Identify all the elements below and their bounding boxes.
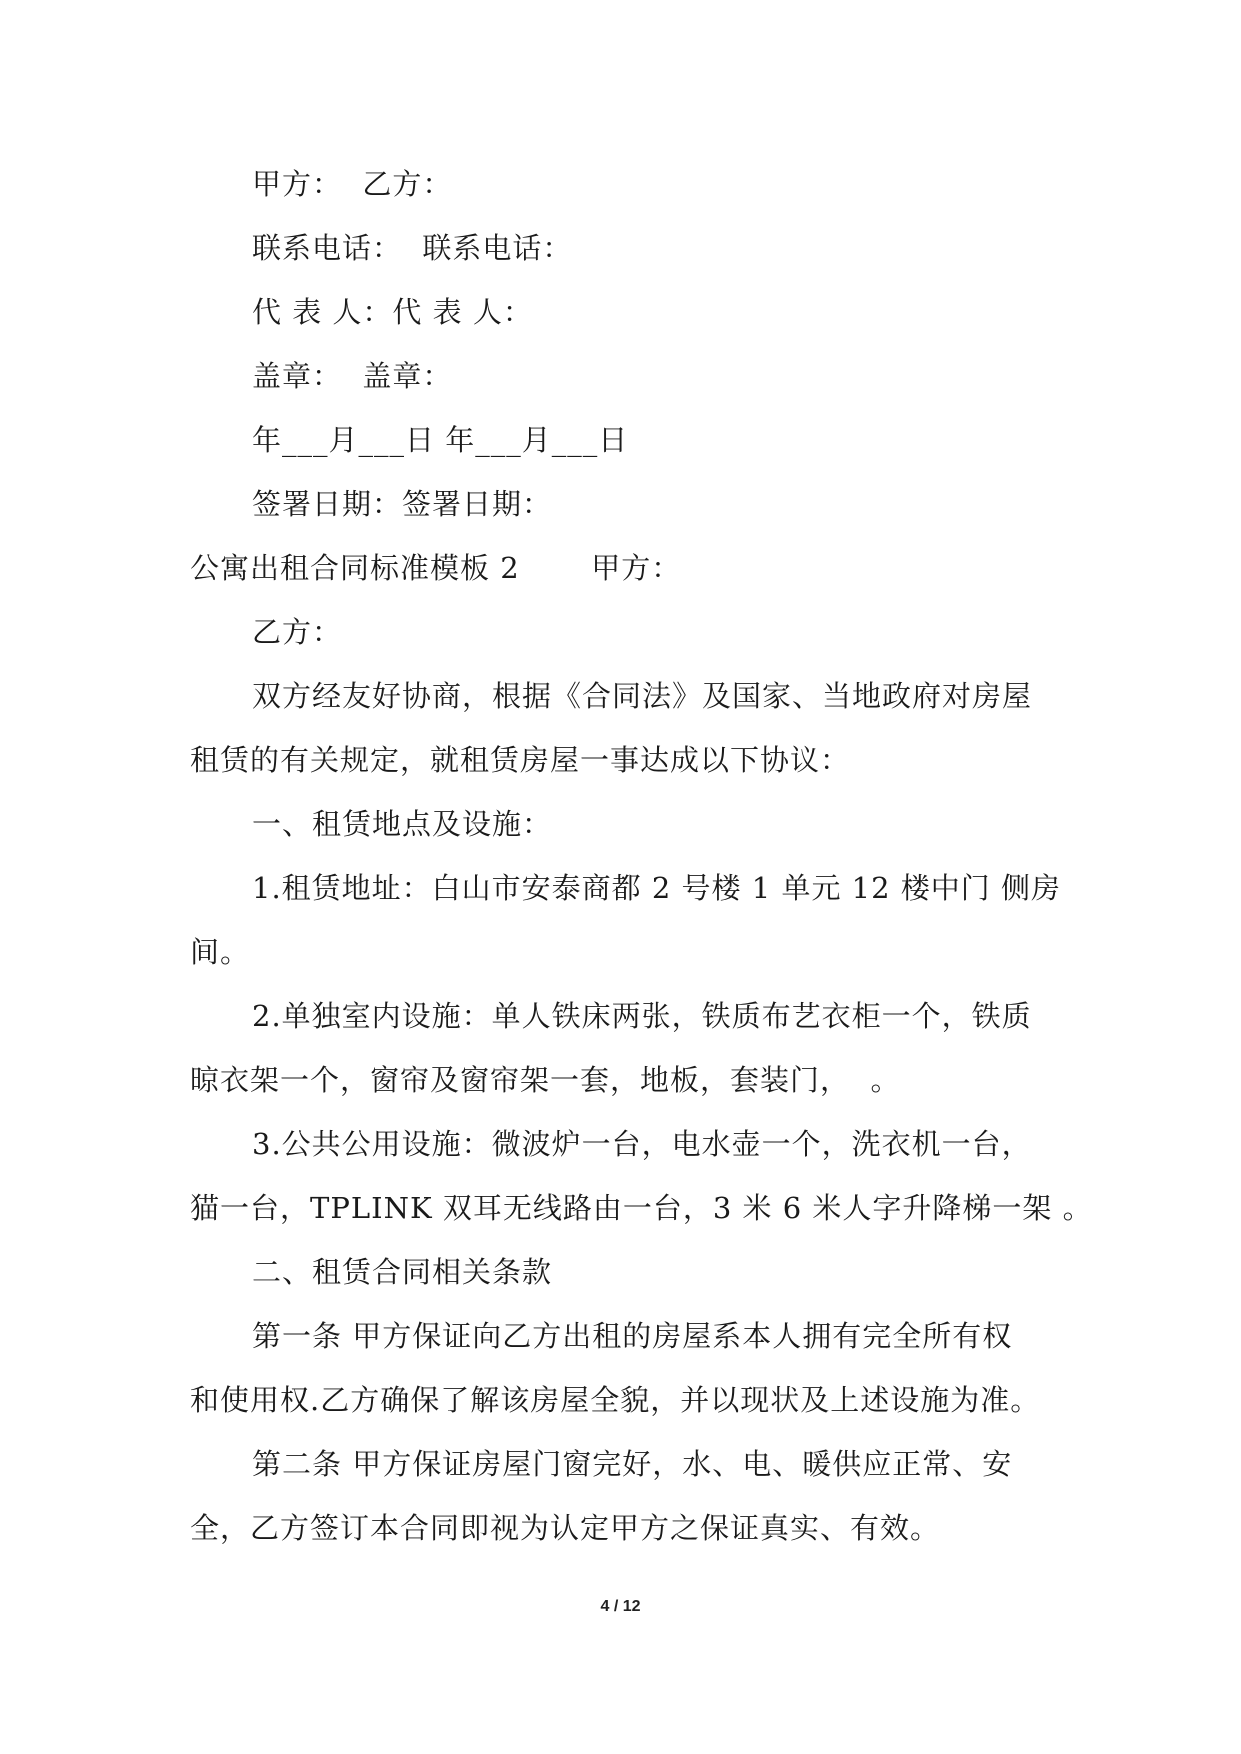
paragraph-intro-1: 双方经友好协商，根据《合同法》及国家、当地政府对房屋 bbox=[252, 679, 1033, 713]
item-1-line-1: 1.租赁地址：白山市安泰商都 2 号楼 1 单元 12 楼中门 侧房 bbox=[252, 871, 1062, 905]
date-line: 年___月___日 年___月___日 bbox=[252, 423, 629, 457]
article-2-line-2: 全，乙方签订本合同即视为认定甲方之保证真实、有效。 bbox=[190, 1511, 941, 1545]
section-heading-2: 二、租赁合同相关条款 bbox=[252, 1255, 553, 1289]
party-b-line: 乙方： bbox=[252, 615, 343, 649]
signing-date-line: 签署日期：签署日期： bbox=[252, 487, 553, 521]
article-1-line-2: 和使用权.乙方确保了解该房屋全貌，并以现状及上述设施为准。 bbox=[190, 1383, 1041, 1417]
seal-line: 盖章： 盖章： bbox=[252, 359, 453, 393]
paragraph-intro-2: 租赁的有关规定，就租赁房屋一事达成以下协议： bbox=[190, 743, 851, 777]
item-2-line-2: 晾衣架一个，窗帘及窗帘架一套，地板，套装门， 。 bbox=[190, 1063, 901, 1097]
item-1-line-2: 间。 bbox=[190, 935, 251, 969]
page-number: 4 / 12 bbox=[600, 1598, 641, 1615]
article-1-line-1: 第一条 甲方保证向乙方出租的房屋系本人拥有完全所有权 bbox=[252, 1319, 1013, 1353]
signature-parties-line: 甲方： 乙方： bbox=[252, 167, 453, 201]
item-2-line-1: 2.单独室内设施：单人铁床两张，铁质布艺衣柜一个，铁质 bbox=[252, 999, 1032, 1033]
item-3-line-2: 猫一台，TPLINK 双耳无线路由一台，3 米 6 米人字升降梯一架 。 bbox=[190, 1191, 1093, 1225]
contact-phone-line: 联系电话： 联系电话： bbox=[252, 231, 573, 265]
article-2-line-1: 第二条 甲方保证房屋门窗完好，水、电、暖供应正常、安 bbox=[252, 1447, 1013, 1481]
representative-line: 代 表 人：代 表 人： bbox=[252, 295, 533, 329]
template-heading-line: 公寓出租合同标准模板 2 甲方： bbox=[190, 551, 682, 585]
item-3-line-1: 3.公共公用设施：微波炉一台，电水壶一个，洗衣机一台， bbox=[252, 1127, 1032, 1161]
section-heading-1: 一、租赁地点及设施： bbox=[252, 807, 553, 841]
